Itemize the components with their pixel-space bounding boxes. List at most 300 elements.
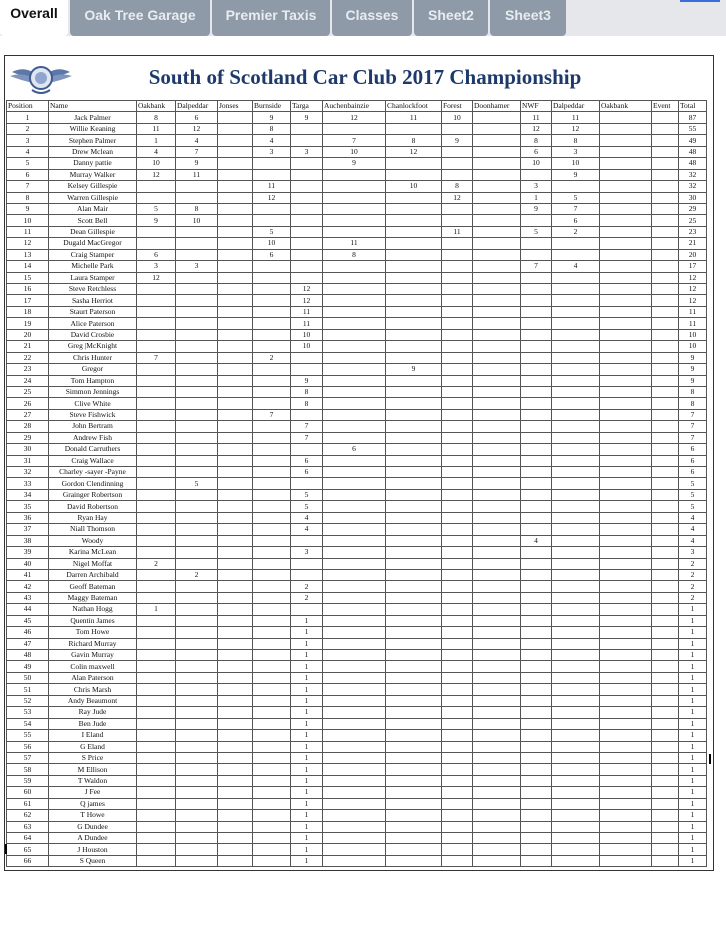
table-cell[interactable] [600,638,652,649]
table-cell[interactable] [253,272,291,283]
table-cell[interactable] [652,581,679,592]
table-cell[interactable] [552,707,600,718]
table-cell[interactable]: 58 [7,764,49,775]
table-cell[interactable]: 1 [291,684,323,695]
table-cell[interactable] [652,455,679,466]
table-cell[interactable] [442,123,473,134]
table-cell[interactable] [521,169,552,180]
table-cell[interactable] [291,409,323,420]
table-cell[interactable] [652,295,679,306]
table-cell[interactable] [323,558,386,569]
table-cell[interactable] [176,672,218,683]
table-cell[interactable] [600,215,652,226]
table-cell[interactable] [137,501,176,512]
table-cell[interactable] [473,112,521,123]
table-cell[interactable] [442,489,473,500]
table-cell[interactable]: 11 [323,238,386,249]
table-cell[interactable] [137,627,176,638]
table-cell[interactable] [386,855,442,866]
table-cell[interactable] [218,306,253,317]
table-cell[interactable] [600,730,652,741]
table-cell[interactable] [473,329,521,340]
table-cell[interactable] [600,661,652,672]
table-cell[interactable]: 16 [7,284,49,295]
col-burnside[interactable]: Burnside [253,101,291,112]
table-cell[interactable] [386,764,442,775]
table-cell[interactable] [218,810,253,821]
table-cell[interactable]: 55 [7,730,49,741]
table-cell[interactable]: 22 [7,352,49,363]
table-cell[interactable] [253,306,291,317]
table-cell[interactable] [176,581,218,592]
table-cell[interactable] [176,684,218,695]
table-cell[interactable]: 60 [7,787,49,798]
table-cell[interactable] [176,386,218,397]
table-cell[interactable]: 11 [386,112,442,123]
table-cell[interactable] [386,810,442,821]
table-cell[interactable] [442,535,473,546]
table-cell[interactable]: 45 [7,615,49,626]
table-cell[interactable]: 48 [679,158,707,169]
table-cell[interactable]: 3 [137,261,176,272]
table-cell[interactable] [652,569,679,580]
table-cell[interactable] [176,455,218,466]
table-cell[interactable]: 3 [253,146,291,157]
table-cell[interactable]: Tom Hampton [49,375,137,386]
table-cell[interactable] [137,547,176,558]
table-cell[interactable] [473,284,521,295]
table-cell[interactable]: 3 [7,135,49,146]
table-cell[interactable] [253,501,291,512]
table-cell[interactable]: 10 [7,215,49,226]
col-doonhamer[interactable]: Doonhamer [473,101,521,112]
table-cell[interactable] [521,844,552,855]
table-cell[interactable] [323,398,386,409]
table-cell[interactable]: 4 [253,135,291,146]
table-cell[interactable] [137,661,176,672]
table-cell[interactable]: 1 [679,741,707,752]
table-cell[interactable]: 54 [7,718,49,729]
table-cell[interactable]: 65 [7,844,49,855]
table-cell[interactable] [137,386,176,397]
table-cell[interactable] [600,844,652,855]
table-cell[interactable] [137,318,176,329]
table-cell[interactable] [600,181,652,192]
table-cell[interactable] [652,398,679,409]
table-cell[interactable] [442,203,473,214]
table-cell[interactable] [176,352,218,363]
table-cell[interactable] [253,581,291,592]
table-cell[interactable] [652,249,679,260]
table-cell[interactable] [323,512,386,523]
table-cell[interactable] [600,375,652,386]
table-cell[interactable]: 28 [7,421,49,432]
table-cell[interactable] [218,318,253,329]
table-cell[interactable]: 9 [386,364,442,375]
table-cell[interactable]: Andrew Fish [49,432,137,443]
table-cell[interactable] [652,650,679,661]
table-cell[interactable] [442,547,473,558]
table-cell[interactable]: 5 [176,478,218,489]
table-cell[interactable] [652,558,679,569]
table-cell[interactable] [473,455,521,466]
table-cell[interactable] [386,478,442,489]
table-cell[interactable]: Danny pattie [49,158,137,169]
table-cell[interactable]: 8 [291,386,323,397]
table-cell[interactable] [600,672,652,683]
table-cell[interactable] [652,261,679,272]
table-cell[interactable]: Willie Keaning [49,123,137,134]
table-cell[interactable] [323,181,386,192]
table-cell[interactable] [323,821,386,832]
table-cell[interactable] [652,604,679,615]
table-cell[interactable]: 53 [7,707,49,718]
table-cell[interactable] [137,730,176,741]
table-cell[interactable] [521,318,552,329]
table-cell[interactable] [386,386,442,397]
table-cell[interactable] [600,135,652,146]
table-cell[interactable] [137,672,176,683]
table-cell[interactable] [386,650,442,661]
table-cell[interactable]: 51 [7,684,49,695]
table-cell[interactable]: J Fee [49,787,137,798]
table-cell[interactable] [253,775,291,786]
table-cell[interactable] [137,306,176,317]
table-cell[interactable] [386,169,442,180]
table-cell[interactable] [652,386,679,397]
table-cell[interactable] [253,375,291,386]
table-cell[interactable] [253,169,291,180]
table-cell[interactable]: Chris Hunter [49,352,137,363]
table-cell[interactable] [218,226,253,237]
tab-oak-tree-garage[interactable]: Oak Tree Garage [70,0,210,36]
table-cell[interactable] [521,810,552,821]
table-cell[interactable]: 7 [176,146,218,157]
table-cell[interactable] [600,409,652,420]
table-cell[interactable] [218,695,253,706]
table-cell[interactable] [473,421,521,432]
table-cell[interactable] [652,615,679,626]
table-cell[interactable] [521,215,552,226]
table-cell[interactable] [291,238,323,249]
table-cell[interactable] [323,409,386,420]
table-cell[interactable]: 1 [291,810,323,821]
table-cell[interactable] [323,695,386,706]
table-cell[interactable]: M Ellison [49,764,137,775]
table-cell[interactable] [386,535,442,546]
table-cell[interactable]: 29 [7,432,49,443]
table-cell[interactable] [442,730,473,741]
table-cell[interactable] [652,592,679,603]
table-cell[interactable] [386,409,442,420]
table-cell[interactable] [600,855,652,866]
tab-premier-taxis[interactable]: Premier Taxis [212,0,330,36]
table-cell[interactable] [253,741,291,752]
table-cell[interactable]: 17 [679,261,707,272]
table-cell[interactable] [652,718,679,729]
table-cell[interactable] [137,295,176,306]
table-cell[interactable] [176,284,218,295]
table-cell[interactable]: 6 [291,467,323,478]
table-cell[interactable] [176,272,218,283]
table-cell[interactable] [291,364,323,375]
table-cell[interactable] [291,272,323,283]
table-cell[interactable] [176,295,218,306]
table-cell[interactable] [386,192,442,203]
table-cell[interactable] [323,844,386,855]
table-cell[interactable] [137,192,176,203]
table-cell[interactable] [386,512,442,523]
table-cell[interactable] [137,810,176,821]
table-cell[interactable]: 1 [679,821,707,832]
table-cell[interactable] [552,467,600,478]
table-cell[interactable]: G Dundee [49,821,137,832]
table-cell[interactable] [652,444,679,455]
table-cell[interactable] [600,192,652,203]
table-cell[interactable]: 17 [7,295,49,306]
table-cell[interactable]: 3 [176,261,218,272]
table-cell[interactable]: 1 [291,672,323,683]
table-cell[interactable] [652,421,679,432]
table-cell[interactable] [386,467,442,478]
table-cell[interactable]: 12 [442,192,473,203]
table-cell[interactable]: 12 [323,112,386,123]
table-cell[interactable] [218,558,253,569]
table-cell[interactable]: 48 [679,146,707,157]
table-cell[interactable] [218,764,253,775]
table-cell[interactable] [521,833,552,844]
table-cell[interactable]: 30 [7,444,49,455]
table-cell[interactable]: 8 [679,386,707,397]
table-cell[interactable] [652,855,679,866]
table-cell[interactable] [600,833,652,844]
table-cell[interactable] [473,661,521,672]
table-cell[interactable]: 64 [7,833,49,844]
table-cell[interactable]: 5 [552,192,600,203]
table-cell[interactable]: 1 [291,821,323,832]
table-cell[interactable] [521,306,552,317]
table-cell[interactable] [218,638,253,649]
table-cell[interactable]: S Price [49,752,137,763]
table-cell[interactable] [137,181,176,192]
table-cell[interactable] [473,604,521,615]
table-cell[interactable] [600,146,652,157]
table-cell[interactable] [442,455,473,466]
table-cell[interactable] [218,547,253,558]
table-cell[interactable] [176,615,218,626]
table-cell[interactable] [442,833,473,844]
table-cell[interactable]: 1 [679,672,707,683]
table-cell[interactable]: Jack Palmer [49,112,137,123]
table-cell[interactable] [600,386,652,397]
table-cell[interactable] [386,672,442,683]
table-cell[interactable] [323,581,386,592]
table-cell[interactable]: 2 [679,558,707,569]
table-cell[interactable]: 2 [7,123,49,134]
table-cell[interactable] [552,569,600,580]
table-cell[interactable]: 10 [176,215,218,226]
table-cell[interactable]: 8 [679,398,707,409]
table-cell[interactable]: 49 [679,135,707,146]
table-cell[interactable] [442,524,473,535]
table-cell[interactable]: 5 [291,501,323,512]
table-cell[interactable] [442,444,473,455]
table-cell[interactable]: 7 [291,432,323,443]
table-cell[interactable] [323,855,386,866]
table-cell[interactable] [176,512,218,523]
table-cell[interactable]: 2 [253,352,291,363]
table-cell[interactable]: Q james [49,798,137,809]
table-cell[interactable]: David Robertson [49,501,137,512]
table-cell[interactable] [323,478,386,489]
table-cell[interactable] [552,604,600,615]
table-cell[interactable]: 29 [679,203,707,214]
table-cell[interactable] [600,627,652,638]
table-cell[interactable] [600,512,652,523]
table-cell[interactable] [521,638,552,649]
table-cell[interactable] [291,478,323,489]
table-cell[interactable] [218,352,253,363]
table-cell[interactable]: 12 [291,295,323,306]
table-cell[interactable] [253,215,291,226]
table-cell[interactable] [521,684,552,695]
table-cell[interactable] [323,707,386,718]
table-cell[interactable] [176,844,218,855]
table-cell[interactable]: I Eland [49,730,137,741]
table-cell[interactable]: Scott Bell [49,215,137,226]
table-cell[interactable] [137,421,176,432]
table-cell[interactable]: 8 [137,112,176,123]
table-cell[interactable] [442,752,473,763]
table-cell[interactable]: 41 [7,569,49,580]
table-cell[interactable] [218,238,253,249]
table-cell[interactable] [218,512,253,523]
table-cell[interactable]: 4 [679,535,707,546]
table-cell[interactable] [218,661,253,672]
table-cell[interactable] [473,638,521,649]
table-cell[interactable] [600,444,652,455]
table-cell[interactable] [473,512,521,523]
table-cell[interactable]: 12 [552,123,600,134]
table-cell[interactable] [473,192,521,203]
table-cell[interactable]: 62 [7,810,49,821]
table-cell[interactable] [600,249,652,260]
table-cell[interactable] [253,158,291,169]
table-cell[interactable] [137,375,176,386]
table-cell[interactable] [253,284,291,295]
table-cell[interactable] [218,787,253,798]
table-cell[interactable]: 1 [291,798,323,809]
table-cell[interactable] [652,707,679,718]
table-cell[interactable] [521,695,552,706]
table-cell[interactable] [218,192,253,203]
table-cell[interactable] [442,661,473,672]
table-cell[interactable] [323,661,386,672]
table-cell[interactable]: 23 [7,364,49,375]
col-nwf[interactable]: NWF [521,101,552,112]
table-cell[interactable]: 1 [291,741,323,752]
table-cell[interactable] [253,638,291,649]
tab-sheet3[interactable]: Sheet3 [490,0,566,36]
table-cell[interactable] [552,752,600,763]
table-cell[interactable]: 39 [7,547,49,558]
table-cell[interactable] [176,730,218,741]
table-cell[interactable] [521,284,552,295]
col-dalpeddar-2[interactable]: Dalpeddar [552,101,600,112]
table-cell[interactable] [137,409,176,420]
table-cell[interactable] [291,158,323,169]
table-cell[interactable] [253,615,291,626]
table-cell[interactable] [323,284,386,295]
table-cell[interactable] [552,501,600,512]
table-cell[interactable] [552,695,600,706]
table-cell[interactable] [176,467,218,478]
table-cell[interactable] [521,409,552,420]
table-cell[interactable] [442,261,473,272]
table-cell[interactable]: 63 [7,821,49,832]
table-cell[interactable] [473,833,521,844]
table-cell[interactable] [176,421,218,432]
table-cell[interactable] [552,295,600,306]
table-cell[interactable] [600,295,652,306]
table-cell[interactable] [218,341,253,352]
table-cell[interactable]: 2 [176,569,218,580]
table-cell[interactable]: 1 [291,730,323,741]
table-cell[interactable]: 1 [679,798,707,809]
table-cell[interactable] [253,844,291,855]
table-cell[interactable] [442,764,473,775]
table-cell[interactable] [386,284,442,295]
table-cell[interactable]: Craig Stamper [49,249,137,260]
table-cell[interactable] [218,707,253,718]
table-cell[interactable] [652,638,679,649]
table-cell[interactable] [218,364,253,375]
table-cell[interactable] [442,238,473,249]
table-cell[interactable] [600,203,652,214]
table-cell[interactable]: 7 [679,421,707,432]
table-cell[interactable] [323,169,386,180]
table-cell[interactable] [600,238,652,249]
table-cell[interactable]: 9 [679,364,707,375]
table-cell[interactable] [552,672,600,683]
table-cell[interactable] [652,821,679,832]
table-cell[interactable] [521,650,552,661]
table-cell[interactable]: 8 [291,398,323,409]
table-cell[interactable]: 1 [679,627,707,638]
table-cell[interactable]: 12 [679,295,707,306]
table-cell[interactable] [137,329,176,340]
table-cell[interactable] [652,409,679,420]
table-cell[interactable] [218,524,253,535]
table-cell[interactable]: 5 [291,489,323,500]
table-cell[interactable] [291,203,323,214]
table-cell[interactable] [253,650,291,661]
table-cell[interactable] [218,158,253,169]
table-cell[interactable]: 19 [7,318,49,329]
table-cell[interactable]: 11 [679,306,707,317]
table-cell[interactable] [176,810,218,821]
table-cell[interactable] [218,569,253,580]
table-cell[interactable] [652,512,679,523]
table-cell[interactable] [176,752,218,763]
table-cell[interactable] [386,444,442,455]
table-cell[interactable] [552,650,600,661]
table-cell[interactable] [176,787,218,798]
table-cell[interactable]: 25 [679,215,707,226]
table-cell[interactable] [253,798,291,809]
table-cell[interactable]: 2 [291,592,323,603]
table-cell[interactable] [253,524,291,535]
